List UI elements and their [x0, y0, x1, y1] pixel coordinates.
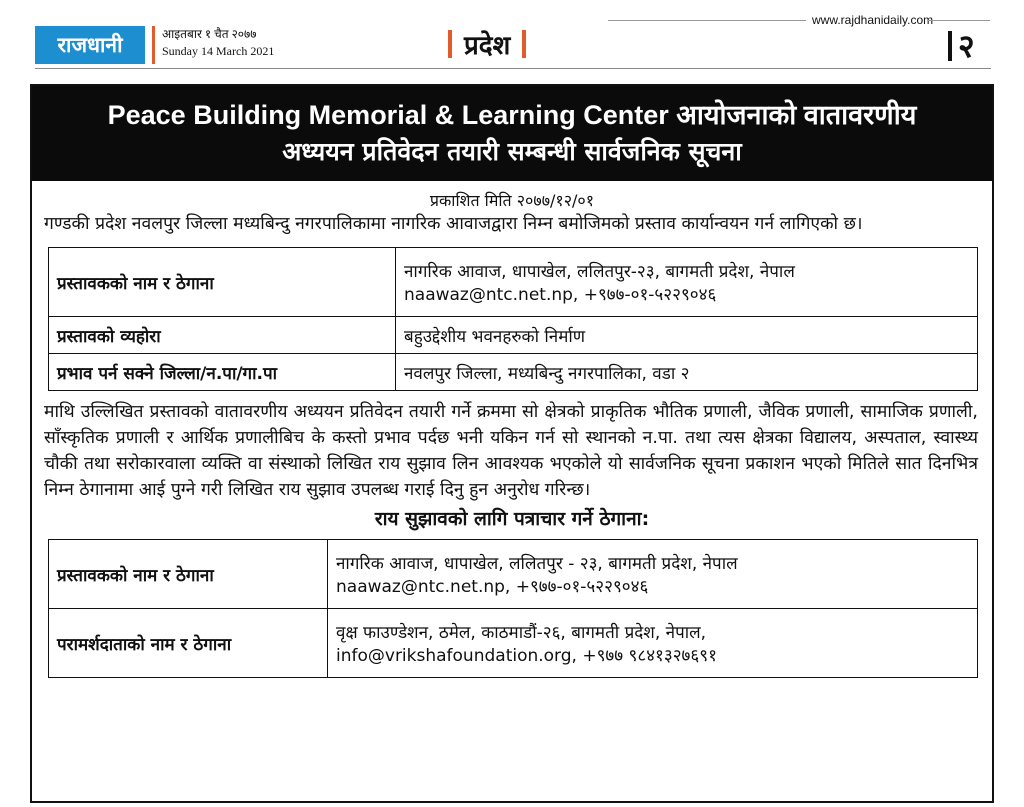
value-line: नागरिक आवाज, धापाखेल, ललितपुर-२३, बागमती प्रदेश, नेपाल: [404, 262, 795, 282]
table-key: प्रस्तावकको नाम र ठेगाना: [49, 540, 328, 609]
table-row: [49, 540, 978, 609]
table-key: परामर्शदाताको नाम र ठेगाना: [49, 609, 328, 678]
notice-title: [32, 86, 992, 181]
header-rule: [608, 20, 806, 21]
correspondence-address-table: [48, 539, 978, 678]
table-key: प्रभाव पर्न सक्ने जिल्ला/न.पा/गा.पा: [49, 354, 396, 391]
body-paragraph: माथि उल्लिखित प्रस्तावको वातावरणीय अध्ययन प्रतिवेदन तयारी गर्ने क्रममा सो क्षेत्रको प्राकृतिक भौतिक प्रणाली, जैविक प्रणाली, सामाजिक प्रणाली, साँस्कृतिक प्रणाली र आर्थिक प्रणालीबिच के कस्तो प्रभाव पर्दछ भनी यकिन गर्न सो स्थानको न.पा. तथा त्यस क्षेत्रका विद्यालय, अस्पताल, स्वास्थ्य चौकी तथा सरोकारवाला व्यक्ति वा संस्थाको लिखित राय सुझाव लिन आवश्यक भएकोले यो सार्वजनिक सूचना प्रकाशन भएको मितिले सात दिनभित्र निम्न ठेगानामा आई पुग्ने गरी लिखित राय सुझाव उपलब्ध गराई दिनु हुन अनुरोध गरिन्छ।: [44, 402, 978, 500]
table-value: [396, 248, 978, 317]
notice-title-line2: अध्ययन प्रतिवेदन तयारी सम्बन्धी सार्वजनिक सूचना: [282, 137, 742, 166]
header-divider: [35, 68, 991, 69]
table-value: नवलपुर जिल्ला, मध्यबिन्दु नगरपालिका, वडा २: [396, 354, 978, 391]
table-row: [49, 248, 978, 317]
date-english: Sunday 14 March 2021: [162, 44, 275, 58]
table-row: [49, 354, 978, 391]
value-line: वृक्ष फाउण्डेशन, ठमेल, काठमाडौं-२६, बागमती प्रदेश, नेपाल,: [336, 623, 707, 643]
table-value: बहुउद्देशीय भवनहरुको निर्माण: [396, 317, 978, 354]
header-rule: [928, 20, 990, 21]
proposal-details-table: [48, 247, 978, 391]
site-url: www.rajdhanidaily.com: [812, 13, 934, 27]
value-line: info@vrikshafoundation.org, +९७७ ९८४१३२७६९१: [336, 646, 717, 666]
published-date: प्रकाशित मिति २०७७/१२/०१: [429, 191, 595, 210]
notice-title-line1: Peace Building Memorial & Learning Center आयोजनाको वातावरणीय: [107, 100, 917, 130]
value-line: naawaz@ntc.net.np, +९७७-०१-५२२९०४६: [404, 285, 717, 305]
table-row: [49, 609, 978, 678]
section-label: [448, 26, 526, 62]
table-value: [328, 540, 978, 609]
page-number: [948, 24, 975, 67]
date-nepali: आइतबार १ चैत २०७७: [162, 27, 257, 41]
table-value: [328, 609, 978, 678]
section-name: प्रदेश: [464, 31, 511, 61]
page-bar: [948, 31, 952, 61]
page-number-value: २: [958, 27, 975, 65]
public-notice: [30, 84, 994, 803]
value-line: नागरिक आवाज, धापाखेल, ललितपुर - २३, बागमती प्रदेश, नेपाल: [336, 554, 738, 574]
address-heading: राय सुझावको लागि पत्राचार गर्ने ठेगाना:: [374, 508, 650, 530]
issue-date: [152, 26, 274, 64]
intro-paragraph: गण्डकी प्रदेश नवलपुर जिल्ला मध्यबिन्दु नगरपालिकामा नागरिक आवाजद्वारा निम्न बमोजिमको प्रस्ताव कार्यान्वयन गर्न लागिएको छ।: [44, 214, 863, 234]
table-key: प्रस्तावकको नाम र ठेगाना: [49, 248, 396, 317]
section-bar: [522, 30, 526, 58]
value-line: naawaz@ntc.net.np, +९७७-०१-५२२९०४६: [336, 577, 649, 597]
table-row: [49, 317, 978, 354]
table-key: प्रस्तावको व्यहोरा: [49, 317, 396, 354]
section-bar: [448, 30, 452, 58]
masthead-logo: राजधानी: [35, 26, 145, 64]
newspaper-header: [0, 0, 1024, 70]
